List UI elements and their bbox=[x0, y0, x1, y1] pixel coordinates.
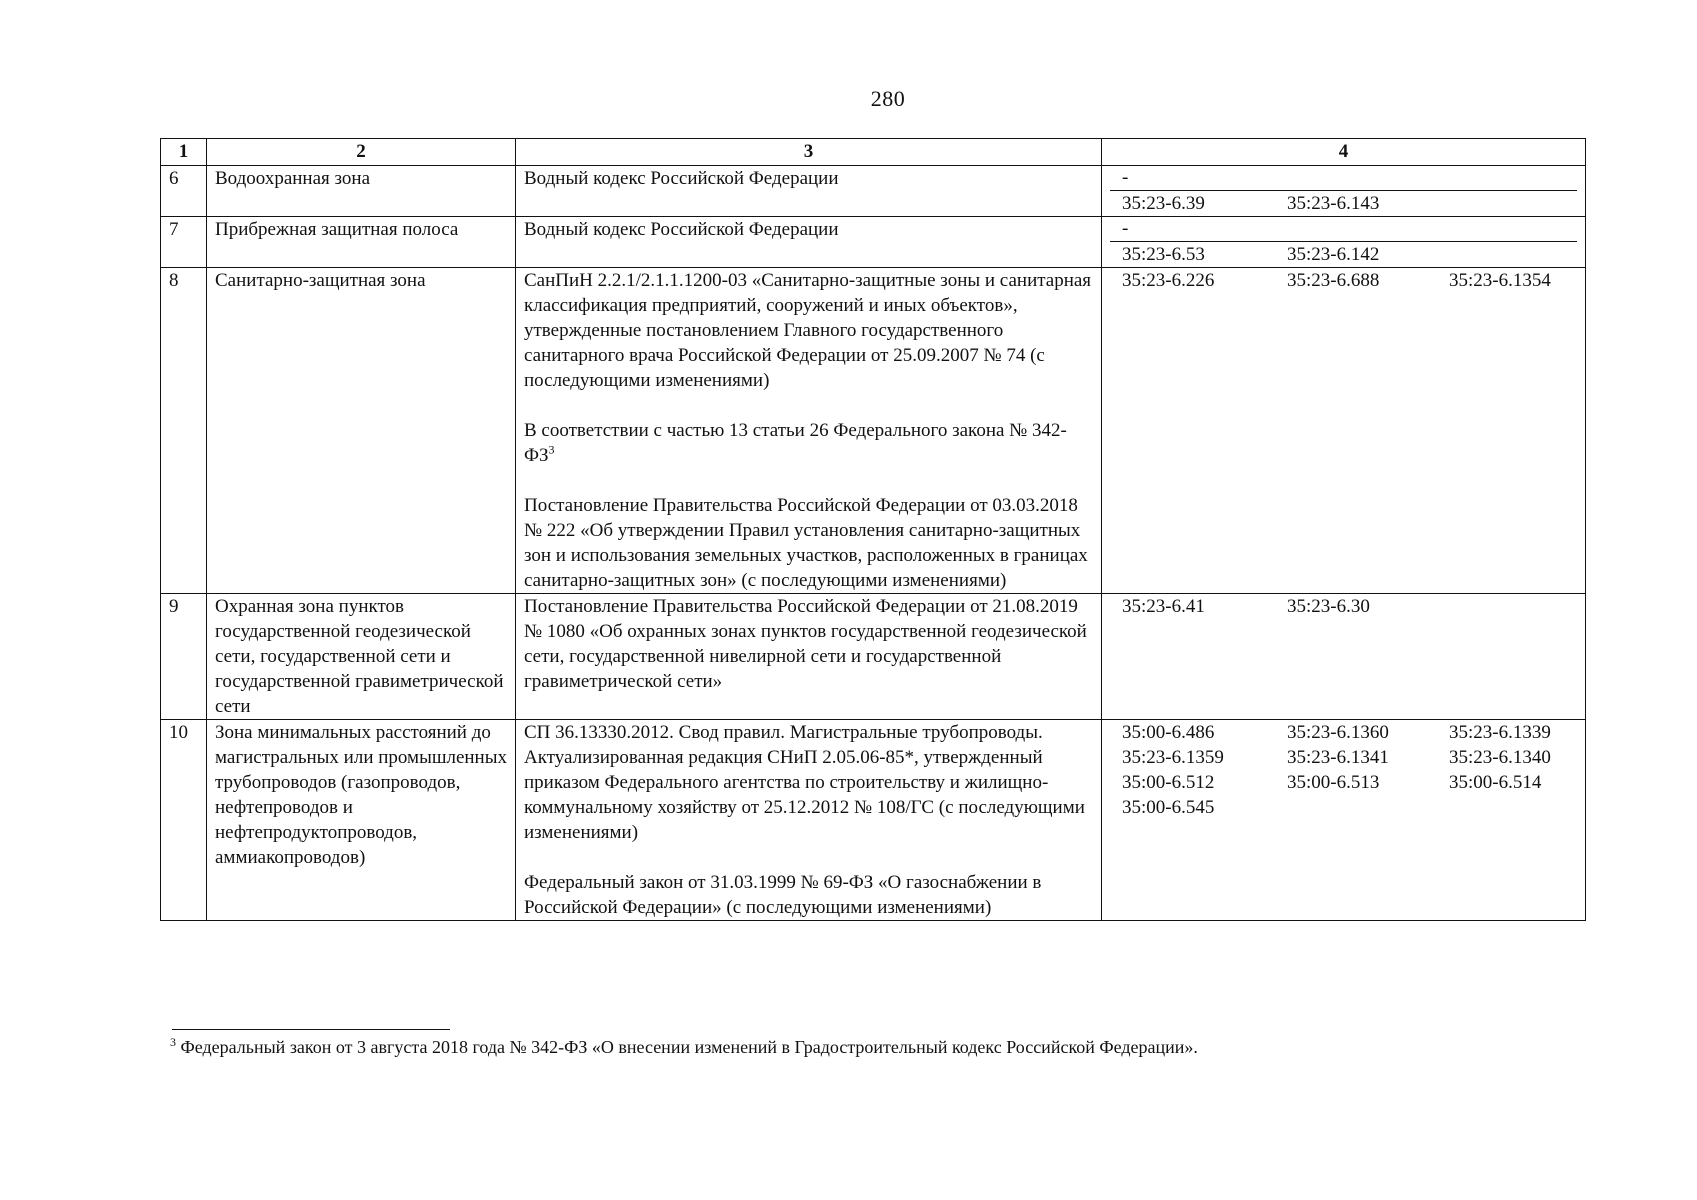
zone-code: 35:00-6.486 bbox=[1122, 722, 1215, 743]
row-number: 6 bbox=[161, 166, 207, 217]
column-header-4: 4 bbox=[1102, 139, 1586, 166]
legal-document: Постановление Правительства Российской Федерации от 21.08.2019 № 1080 «Об охранных зонах пунктов государственной геодезической сети, государственной нивелирной сети и государственной гравиметрической сети» bbox=[524, 596, 1087, 692]
zone-codes bbox=[1102, 166, 1586, 217]
legal-basis bbox=[516, 166, 1102, 217]
zone-code: 35:23-6.41 bbox=[1122, 596, 1205, 617]
table-row bbox=[161, 268, 1586, 594]
zone-code: 35:23-6.53 bbox=[1122, 244, 1205, 265]
page-number: 280 bbox=[870, 86, 906, 111]
zone-codes bbox=[1102, 720, 1586, 921]
column-header-2: 2 bbox=[207, 139, 516, 166]
zone-code: 35:23-6.1339 bbox=[1449, 722, 1551, 743]
zone-code: 35:00-6.514 bbox=[1449, 772, 1542, 793]
zone-name: Прибрежная защитная полоса bbox=[207, 217, 516, 268]
zone-codes bbox=[1102, 268, 1586, 594]
legal-document: СП 36.13330.2012. Свод правил. Магистральные трубопроводы. Актуализированная редакция СНиП 2.05.06-85*, утвержденный приказом Федерального агентства по строительству и жилищно-коммунальному хозяйству от 25.12.2012 № 108/ГС (с последующими изменениями) bbox=[524, 722, 1085, 843]
legal-document: Федеральный закон от 31.03.1999 № 69-ФЗ «О газоснабжении в Российской Федерации» (с последующими изменениями) bbox=[524, 872, 1042, 918]
legal-document: СанПиН 2.2.1/2.1.1.1200-03 «Санитарно-защитные зоны и санитарная классификация предприятий, сооружений и иных объектов», утвержденные постановлением Главного государственного санитарного врача Российской Федерации от 25.09.2007 № 74 (с последующими изменениями) bbox=[524, 270, 1092, 391]
table-row bbox=[161, 217, 1586, 268]
row-number: 7 bbox=[161, 217, 207, 268]
zone-code: 35:23-6.1354 bbox=[1449, 270, 1551, 291]
table-row bbox=[161, 594, 1586, 720]
legal-document-text: В соответствии с частью 13 статьи 26 Федерального закона № 342-ФЗ bbox=[524, 420, 1067, 466]
legal-basis bbox=[516, 720, 1102, 921]
zone-code: 35:23-6.143 bbox=[1287, 193, 1380, 214]
legal-document: Водный кодекс Российской Федерации bbox=[524, 219, 839, 240]
zone-code: 35:23-6.1340 bbox=[1449, 747, 1551, 768]
zone-code: 35:23-6.30 bbox=[1287, 596, 1370, 617]
empty-value-dash: - bbox=[1110, 217, 1577, 242]
zone-name: Водоохранная зона bbox=[207, 166, 516, 217]
footnote-divider bbox=[172, 1029, 450, 1030]
zone-code: 35:23-6.688 bbox=[1287, 270, 1380, 291]
zones-table bbox=[160, 138, 1586, 921]
column-header-1: 1 bbox=[161, 139, 207, 166]
zone-code: 35:23-6.1341 bbox=[1287, 747, 1389, 768]
zone-code: 35:23-6.39 bbox=[1122, 193, 1205, 214]
legal-document: Водный кодекс Российской Федерации bbox=[524, 168, 839, 189]
table-row bbox=[161, 166, 1586, 217]
row-number: 9 bbox=[161, 594, 207, 720]
footnote-text: Федеральный закон от 3 августа 2018 года № 342-ФЗ «О внесении изменений в Градостроительный кодекс Российской Федерации». bbox=[180, 1037, 1198, 1057]
legal-basis bbox=[516, 217, 1102, 268]
footnote-marker: 3 bbox=[170, 1035, 176, 1049]
zone-code: 35:23-6.226 bbox=[1122, 270, 1215, 291]
table-header-row bbox=[161, 139, 1586, 166]
zone-code: 35:23-6.1359 bbox=[1122, 747, 1224, 768]
legal-document bbox=[524, 418, 1093, 468]
zone-name: Охранная зона пунктов государственной геодезической сети, государственной сети и государственной гравиметрической сети bbox=[207, 594, 516, 720]
footnote-reference[interactable]: 3 bbox=[548, 442, 555, 457]
empty-value-dash: - bbox=[1110, 166, 1577, 191]
row-number: 8 bbox=[161, 268, 207, 594]
zone-name: Зона минимальных расстояний до магистральных или промышленных трубопроводов (газопроводов, нефтепроводов и нефтепродуктопроводов, аммиакопроводов) bbox=[207, 720, 516, 921]
zone-code: 35:23-6.142 bbox=[1287, 244, 1380, 265]
zone-code: 35:23-6.1360 bbox=[1287, 722, 1389, 743]
zone-code: 35:00-6.513 bbox=[1287, 772, 1380, 793]
zone-codes bbox=[1102, 594, 1586, 720]
zone-code: 35:00-6.512 bbox=[1122, 772, 1215, 793]
zone-name: Санитарно-защитная зона bbox=[207, 268, 516, 594]
table-row bbox=[161, 720, 1586, 921]
zone-codes bbox=[1102, 217, 1586, 268]
footnote bbox=[170, 1037, 1198, 1058]
legal-basis bbox=[516, 594, 1102, 720]
column-header-3: 3 bbox=[516, 139, 1102, 166]
legal-basis bbox=[516, 268, 1102, 594]
legal-document: Постановление Правительства Российской Федерации от 03.03.2018 № 222 «Об утверждении Правил установления санитарно-защитных зон и использования земельных участков, расположенных в границах санитарно-защитных зон» (с последующими изменениями) bbox=[524, 495, 1088, 591]
zone-code: 35:00-6.545 bbox=[1122, 797, 1215, 818]
row-number: 10 bbox=[161, 720, 207, 921]
